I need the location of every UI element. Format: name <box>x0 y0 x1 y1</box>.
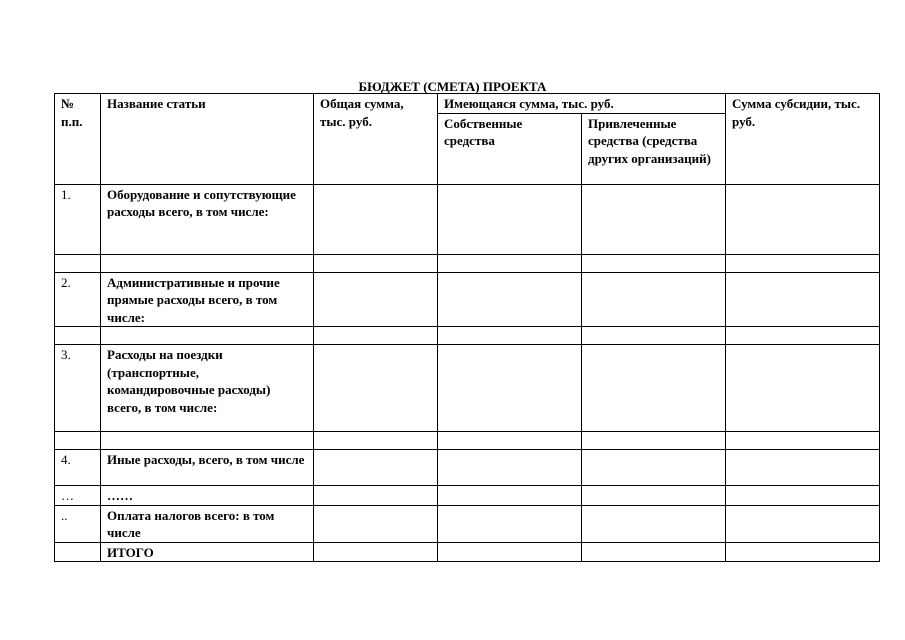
row-name: Расходы на поездки (транспортные, командировочные расходы) всего, в том числе: <box>101 345 314 432</box>
cell-attracted <box>582 327 726 345</box>
cell-subsidy <box>726 432 880 450</box>
table-row <box>55 432 880 450</box>
cell-subsidy <box>726 345 880 432</box>
row-name: …… <box>101 486 314 506</box>
cell-total <box>314 505 438 542</box>
budget-title: БЮДЖЕТ (СМЕТА) ПРОЕКТА <box>358 79 547 94</box>
cell-own <box>438 505 582 542</box>
table-row <box>55 450 880 486</box>
cell-attracted <box>582 542 726 562</box>
row-num: .. <box>55 505 101 542</box>
row-name: Иные расходы, всего, в том числе <box>101 450 314 486</box>
table-row <box>55 272 880 327</box>
row-name: ИТОГО <box>101 542 314 562</box>
header-available: Имеющаяся сумма, тыс. руб. <box>438 94 726 114</box>
row-num: 4. <box>55 450 101 486</box>
row-num <box>55 542 101 562</box>
cell-subsidy <box>726 542 880 562</box>
cell-total <box>314 486 438 506</box>
cell-subsidy <box>726 505 880 542</box>
cell-own <box>438 432 582 450</box>
table-row <box>55 505 880 542</box>
cell-attracted <box>582 486 726 506</box>
row-num: 2. <box>55 272 101 327</box>
cell-total <box>314 254 438 272</box>
cell-subsidy <box>726 327 880 345</box>
cell-own <box>438 345 582 432</box>
cell-own <box>438 254 582 272</box>
header-own: Собственные средства <box>438 113 582 184</box>
cell-own <box>438 272 582 327</box>
cell-subsidy <box>726 486 880 506</box>
header-name: Название статьи <box>101 94 314 185</box>
cell-total <box>314 184 438 254</box>
cell-attracted <box>582 505 726 542</box>
cell-own <box>438 327 582 345</box>
row-name: Оплата налогов всего: в том числе <box>101 505 314 542</box>
cell-attracted <box>582 450 726 486</box>
table-row-total <box>55 542 880 562</box>
cell-total <box>314 542 438 562</box>
cell-subsidy <box>726 272 880 327</box>
row-num <box>55 432 101 450</box>
header-total: Общая сумма, тыс. руб. <box>314 94 438 185</box>
cell-total <box>314 432 438 450</box>
row-num <box>55 327 101 345</box>
row-num: 1. <box>55 184 101 254</box>
header-subsidy: Сумма субсидии, тыс. руб. <box>726 94 880 185</box>
cell-subsidy <box>726 254 880 272</box>
table-row <box>55 486 880 506</box>
cell-own <box>438 542 582 562</box>
cell-attracted <box>582 345 726 432</box>
cell-attracted <box>582 432 726 450</box>
cell-total <box>314 272 438 327</box>
row-name: Оборудование и сопутствующие расходы всего, в том числе: <box>101 184 314 254</box>
cell-subsidy <box>726 450 880 486</box>
table-row <box>55 184 880 254</box>
cell-total <box>314 345 438 432</box>
cell-attracted <box>582 254 726 272</box>
cell-attracted <box>582 272 726 327</box>
cell-own <box>438 450 582 486</box>
table-row <box>55 345 880 432</box>
row-name <box>101 432 314 450</box>
row-name <box>101 327 314 345</box>
cell-own <box>438 184 582 254</box>
header-row <box>55 94 880 114</box>
budget-table <box>54 93 880 562</box>
cell-total <box>314 327 438 345</box>
header-num: № п.п. <box>55 94 101 185</box>
cell-attracted <box>582 184 726 254</box>
row-num: 3. <box>55 345 101 432</box>
table-row <box>55 327 880 345</box>
row-name <box>101 254 314 272</box>
row-name: Административные и прочие прямые расходы всего, в том числе: <box>101 272 314 327</box>
table-row <box>55 254 880 272</box>
cell-subsidy <box>726 184 880 254</box>
row-num <box>55 254 101 272</box>
header-attracted: Привлеченные средства (средства других организаций) <box>582 113 726 184</box>
cell-total <box>314 450 438 486</box>
row-num: … <box>55 486 101 506</box>
cell-own <box>438 486 582 506</box>
